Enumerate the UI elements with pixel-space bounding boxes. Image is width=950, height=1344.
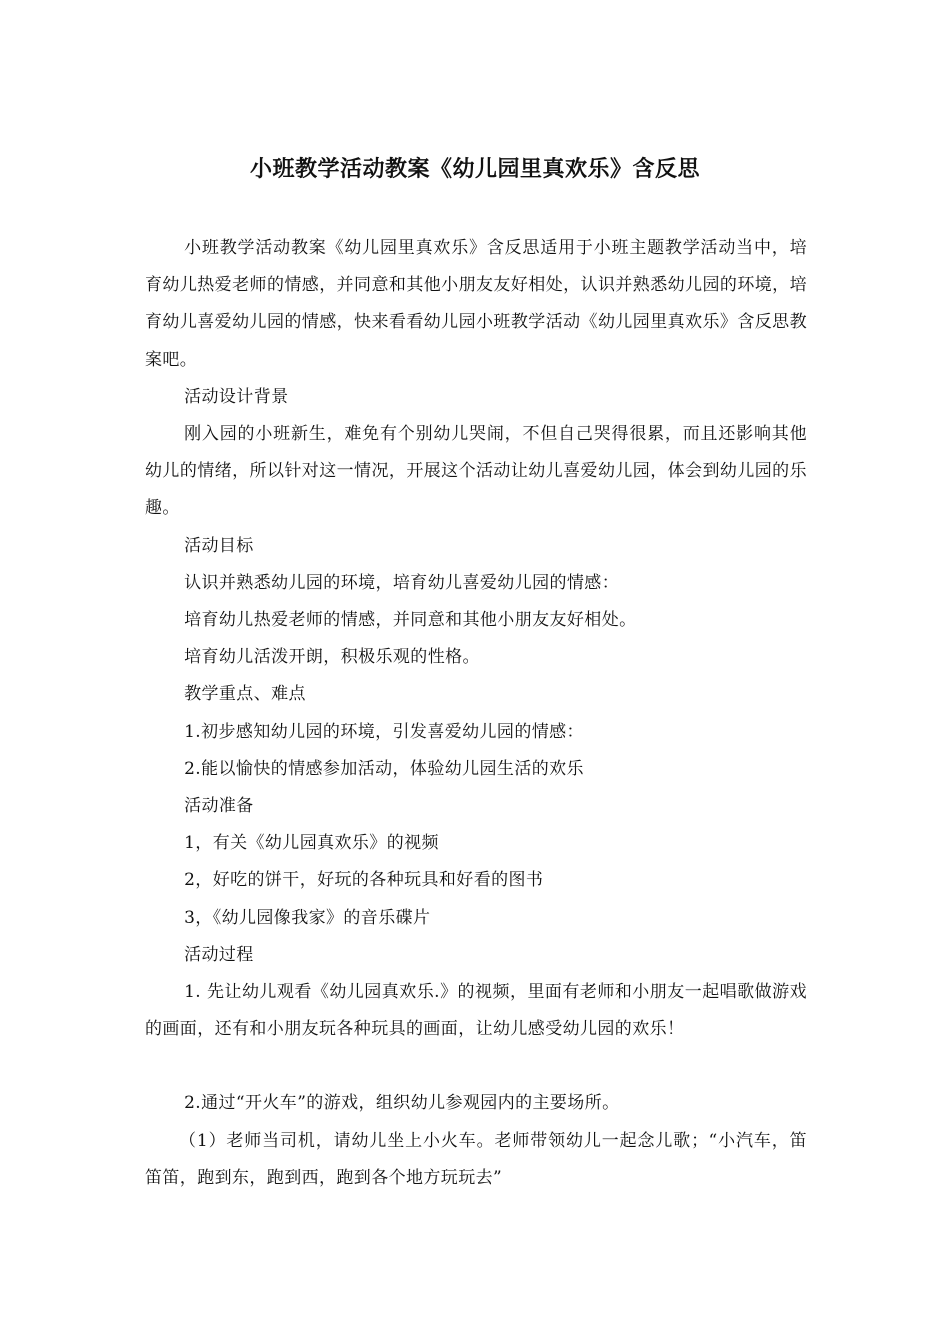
intro-paragraph: 小班教学活动教案《幼儿园里真欢乐》含反思适用于小班主题教学活动当中，培育幼儿热爱老师的情感，并同意和其他小朋友友好相处，认识并熟悉幼儿园的环境，培育幼儿喜爱幼儿园的情感，快来看看幼儿园小班教学活动《幼儿园里真欢乐》含反思教案吧。 <box>145 238 807 370</box>
section-heading-preparation: 活动准备 <box>184 796 254 817</box>
key-point-item: 2.能以愉快的情感参加活动，体验幼儿园生活的欢乐 <box>184 758 584 779</box>
paragraph-spacer <box>145 1048 807 1085</box>
preparation-item: 2，好吃的饼干，好玩的各种玩具和好看的图书 <box>184 870 544 891</box>
process-step: 1. 先让幼儿观看《幼儿园真欢乐.》的视频，里面有老师和小朋友一起唱歌做游戏的画面，还有和小朋友玩各种玩具的画面，让幼儿感受幼儿园的欢乐！ <box>145 982 807 1040</box>
document-title: 小班教学活动教案《幼儿园里真欢乐》含反思 <box>249 157 700 182</box>
key-point-item: 1.初步感知幼儿园的环境，引发喜爱幼儿园的情感： <box>184 721 584 742</box>
goal-item: 培育幼儿活泼开朗，积极乐观的性格。 <box>184 647 480 668</box>
document-body <box>145 230 807 1197</box>
preparation-item: 3，《幼儿园像我家》的音乐碟片 <box>184 907 431 928</box>
section-heading-goals: 活动目标 <box>184 535 254 556</box>
background-paragraph: 刚入园的小班新生，难免有个别幼儿哭闹，不但自己哭得很累，而且还影响其他幼儿的情绪，所以针对这一情况，开展这个活动让幼儿喜爱幼儿园，体会到幼儿园的乐趣。 <box>145 424 807 519</box>
process-step: 2.通过“开火车”的游戏，组织幼儿参观园内的主要场所。 <box>184 1093 620 1114</box>
section-heading-process: 活动过程 <box>184 944 254 965</box>
process-substep: （1）老师当司机，请幼儿坐上小火车。老师带领幼儿一起念儿歌；“小汽车，笛笛笛，跑到东，跑到西，跑到各个地方玩玩去” <box>145 1130 807 1188</box>
section-heading-background: 活动设计背景 <box>184 386 289 407</box>
section-heading-key-points: 教学重点、难点 <box>184 684 306 705</box>
goal-item: 培育幼儿热爱老师的情感，并同意和其他小朋友友好相处。 <box>184 610 637 631</box>
preparation-item: 1，有关《幼儿园真欢乐》的视频 <box>184 833 439 854</box>
goal-item: 认识并熟悉幼儿园的环境，培育幼儿喜爱幼儿园的情感： <box>184 572 620 593</box>
